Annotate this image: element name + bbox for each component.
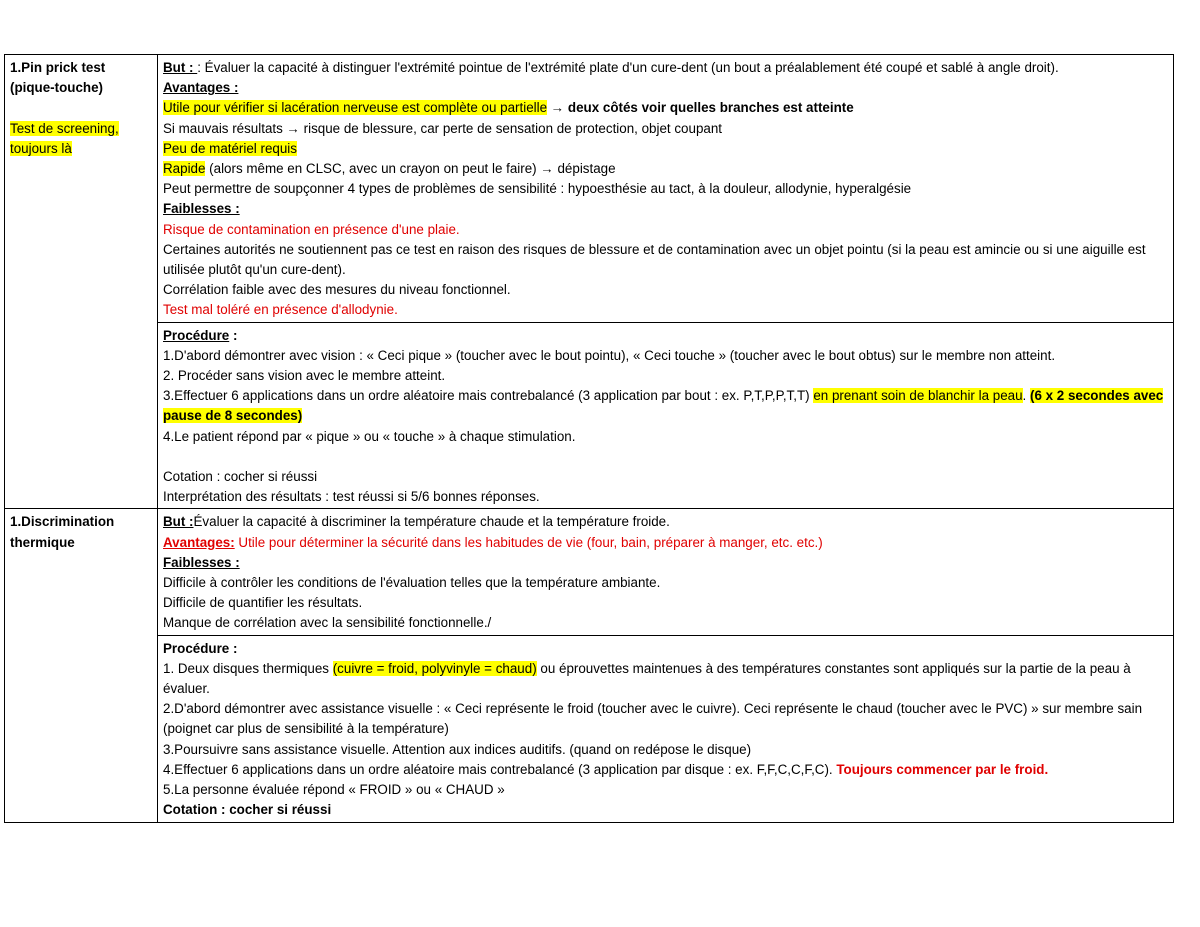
but-label: But :	[163, 60, 198, 75]
procedure-step: 4.Effectuer 6 applications dans un ordre aléatoire mais contrebalancé (3 application par disque : ex. F,F,C,C,F,C). Toujours commencer par le froid.	[163, 761, 1049, 777]
advantage-line: Peu de matériel requis	[163, 140, 297, 156]
section-title: 1.Pin prick test	[10, 60, 106, 75]
advantage-line: Utile pour vérifier si lacération nerveuse est complète ou partielle → deux côtés voir quelles branches est atteinte	[163, 100, 854, 116]
advantage-line: Si mauvais résultats → risque de blessure, car perte de sensation de protection, objet coupant	[163, 120, 723, 136]
pin-prick-title-cell	[5, 55, 158, 509]
avantages-label: Avantages :	[163, 80, 239, 96]
section-subtitle: (pique-touche)	[10, 80, 103, 96]
arrow-icon: →	[550, 100, 565, 116]
cotation-line: Cotation : cocher si réussi	[163, 802, 332, 818]
table-row	[5, 635, 1174, 822]
evaluation-table	[4, 54, 1174, 823]
table-row	[5, 55, 1174, 323]
advantage-line: Rapide (alors même en CLSC, avec un crayon on peut le faire) → dépistage	[163, 161, 616, 177]
section-subtitle: thermique	[10, 534, 75, 550]
but-text: Évaluer la capacité à discriminer la température chaude et la température froide.	[193, 514, 670, 530]
pin-prick-procedure-cell	[158, 322, 1174, 509]
weakness-line: Test mal toléré en présence d'allodynie.	[163, 302, 398, 318]
arrow-icon: →	[286, 120, 300, 136]
table-row	[5, 509, 1174, 635]
procedure-step: 1. Deux disques thermiques (cuivre = froid, polyvinyle = chaud) ou éprouvettes maintenues à des températures constantes sont appliqués sur la partie de la peau à évaluer.	[163, 660, 1131, 697]
weakness-line: Risque de contamination en présence d'une plaie.	[163, 221, 460, 237]
thermal-description-cell	[158, 509, 1174, 635]
cotation-line: Cotation : cocher si réussi	[163, 469, 318, 485]
procedure-step: 1.D'abord démontrer avec vision : « Ceci pique » (toucher avec le bout pointu), « Ceci touche » (toucher avec le bout obtus) sur le membre non atteint.	[163, 347, 1056, 363]
weakness-line: Corrélation faible avec des mesures du niveau fonctionnel.	[163, 282, 511, 298]
but-text: : Évaluer la capacité à distinguer l'extrémité pointue de l'extrémité plate d'un cure-dent (un bout a préalablement été coupé et sablé à angle droit).	[197, 60, 1059, 75]
procedure-step: 3.Poursuivre sans assistance visuelle. Attention aux indices auditifs. (quand on redépose le disque)	[163, 741, 752, 757]
weakness-line: Manque de corrélation avec la sensibilité fonctionnelle./	[163, 615, 492, 631]
but-line	[163, 512, 1168, 532]
procedure-heading: Procédure :	[163, 327, 238, 343]
procedure-heading: Procédure :	[163, 640, 238, 656]
procedure-step: 2.D'abord démontrer avec assistance visuelle : « Ceci représente le froid (toucher avec le cuivre). Ceci représente le chaud (toucher avec le PVC) » sur membre sain (poignet car plus de sensibilité à la température)	[163, 701, 1143, 737]
thermal-title-cell	[5, 509, 158, 822]
arrow-icon: →	[540, 161, 554, 177]
procedure-step: 2. Procéder sans vision avec le membre atteint.	[163, 368, 446, 384]
avantages-label: Avantages:	[163, 534, 235, 550]
section-title: 1.Discrimination	[10, 514, 115, 530]
but-line	[163, 58, 1168, 78]
pin-prick-description-cell	[158, 55, 1174, 323]
table-row	[5, 322, 1174, 509]
interpretation-line: Interprétation des résultats : test réussi si 5/6 bonnes réponses.	[163, 489, 540, 505]
procedure-step: 3.Effectuer 6 applications dans un ordre aléatoire mais contrebalancé (3 application par bout : ex. P,T,P,P,T,T) en prenant soin de blanchir la peau. (6 x 2 secondes avec pause de 8 secondes)	[163, 388, 1164, 424]
faiblesses-label: Faiblesses :	[163, 554, 240, 570]
thermal-procedure-cell	[158, 635, 1174, 822]
weakness-line: Difficile à contrôler les conditions de l'évaluation telles que la température ambiante.	[163, 575, 661, 591]
advantage-line: Peut permettre de soupçonner 4 types de problèmes de sensibilité : hypoesthésie au tact, à la douleur, allodynie, hyperalgésie	[163, 181, 912, 197]
weakness-line: Certaines autorités ne soutiennent pas ce test en raison des risques de blessure et de contamination avec un objet pointu (si la peau est amincie ou si une aiguille est utilisée plutôt qu'un cure-dent).	[163, 241, 1146, 278]
procedure-step: 5.La personne évaluée répond « FROID » ou « CHAUD »	[163, 782, 505, 798]
faiblesses-label: Faiblesses :	[163, 201, 240, 217]
screening-note: Test de screening, toujours là	[10, 120, 119, 156]
weakness-line: Difficile de quantifier les résultats.	[163, 595, 363, 611]
procedure-step: 4.Le patient répond par « pique » ou « touche » à chaque stimulation.	[163, 428, 576, 444]
avantages-line: Avantages: Utile pour déterminer la sécurité dans les habitudes de vie (four, bain, préparer à manger, etc. etc.)	[163, 534, 823, 550]
but-label: But :	[163, 514, 194, 530]
